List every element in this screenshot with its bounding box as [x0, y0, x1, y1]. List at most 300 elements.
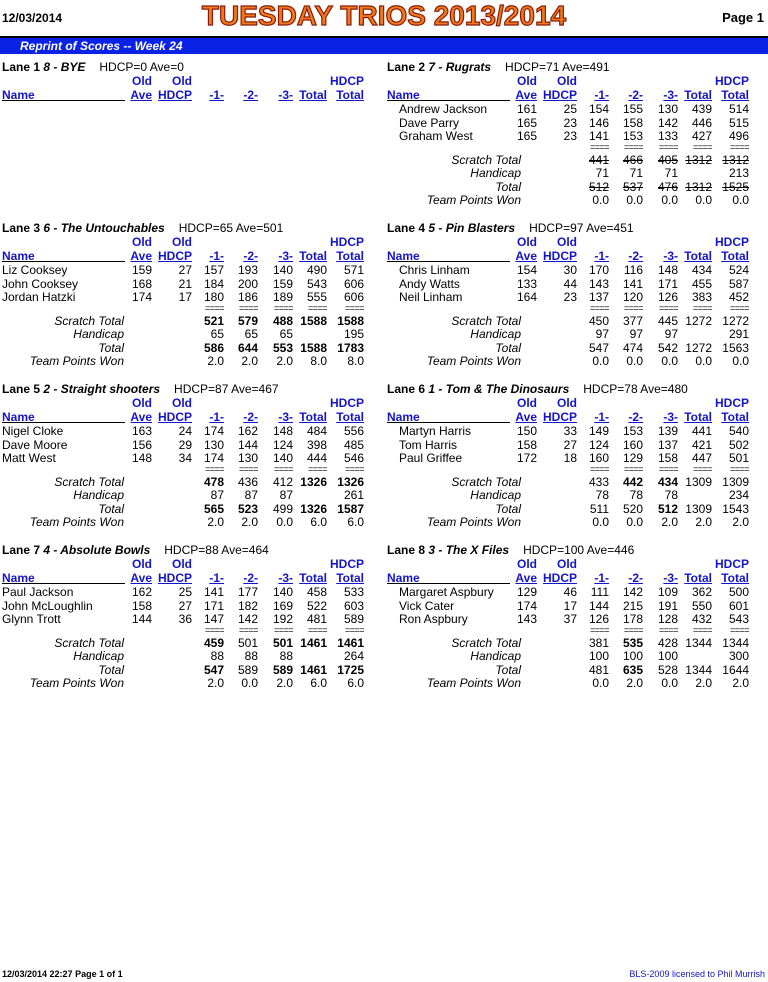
player-g1: 146 [588, 115, 609, 130]
ave-header: Ave [130, 88, 152, 102]
summary-handicap-htotal: 195 [343, 327, 364, 341]
summary-scratch-g1: 450 [588, 313, 609, 328]
summary-scratch-htotal: 1309 [722, 474, 749, 489]
hdcp-total-header-top: HDCP [329, 557, 364, 571]
player-g2: 193 [237, 263, 258, 277]
hdcp-header: HDCP [157, 249, 192, 263]
player-g1: 170 [588, 263, 609, 277]
summary-handicap-g2: 88 [244, 649, 258, 663]
summary-handicap-g1: 88 [210, 649, 224, 663]
summary-scratch-htotal: 1588 [337, 313, 364, 328]
team-stats: HDCP=88 Ave=464 [164, 543, 269, 557]
summary-total-g1: 511 [589, 501, 609, 516]
player-ave: 159 [131, 263, 152, 277]
report-date: 12/03/2014 [2, 11, 63, 25]
player-hdcp: 25 [178, 585, 192, 599]
hdcp-total-header: Total [721, 249, 749, 263]
old-hdcp-header-top: Old [172, 557, 192, 571]
summary-scratch-g3: 428 [657, 635, 678, 650]
total-header: Total [299, 88, 327, 102]
player-g2: 158 [622, 115, 643, 130]
player-name: Jordan Hatzki [2, 290, 76, 304]
game1-header: -1- [594, 571, 609, 585]
old-hdcp-header-top: Old [172, 74, 192, 88]
lane-block [2, 60, 382, 220]
summary-total-g3: 476 [657, 179, 678, 194]
total-header: Total [684, 410, 712, 424]
summary-handicap-htotal: 234 [728, 488, 749, 502]
summary-handicap-htotal: 300 [728, 649, 749, 663]
name-underline [2, 583, 125, 584]
player-g1: 143 [588, 276, 609, 291]
old-hdcp-header-top: Old [557, 396, 577, 410]
player-hdcp: 27 [178, 263, 192, 277]
summary-label-handicap: Handicap [73, 327, 124, 341]
team-name: 1 - Tom & The Dinosaurs [428, 382, 570, 396]
summary-label-points: Team Points Won [426, 676, 521, 690]
equals-rule: ==== [623, 624, 643, 635]
equals-rule: ==== [238, 302, 258, 313]
player-g1: 141 [588, 129, 609, 143]
player-ave: 148 [131, 451, 152, 465]
player-g2: 200 [237, 276, 258, 291]
summary-points-g1: 0.0 [592, 193, 609, 207]
summary-label-scratch: Scratch Total [451, 635, 521, 650]
old-ave-header-top: Old [132, 557, 152, 571]
game2-header: -2- [243, 410, 258, 424]
name-underline [387, 422, 510, 423]
equals-rule: ==== [658, 624, 678, 635]
player-g2: 129 [622, 451, 643, 465]
summary-label-handicap: Handicap [470, 649, 521, 663]
summary-handicap-g2: 87 [244, 488, 258, 502]
summary-handicap-g2: 100 [622, 649, 643, 663]
player-hdcp: 29 [178, 437, 192, 452]
player-hdcp: 17 [178, 290, 192, 304]
equals-rule: ==== [238, 624, 258, 635]
summary-points-htotal: 0.0 [732, 193, 749, 207]
player-ave: 158 [131, 598, 152, 613]
player-hdcp: 30 [563, 263, 577, 277]
player-g2: 116 [623, 263, 643, 277]
summary-total-g1: 481 [588, 662, 609, 677]
team-stats: HDCP=100 Ave=446 [523, 543, 635, 557]
name-header: Name [387, 88, 420, 102]
summary-points-htotal: 0.0 [732, 354, 749, 368]
hdcp-total-header: Total [721, 410, 749, 424]
player-ave: 129 [516, 585, 537, 599]
summary-total-g3: 589 [272, 662, 293, 677]
summary-handicap-g3: 88 [279, 649, 293, 663]
game1-header: -1- [594, 410, 609, 424]
game3-header: -3- [663, 249, 678, 263]
player-total: 490 [306, 263, 327, 277]
player-name: John Cooksey [2, 276, 79, 291]
summary-total-total: 1326 [300, 501, 327, 516]
hdcp-total-header-top: HDCP [714, 235, 749, 249]
total-header: Total [299, 249, 327, 263]
game2-header: -2- [243, 88, 258, 102]
summary-points-g2: 0.0 [241, 676, 258, 690]
player-total: 432 [691, 612, 712, 626]
summary-scratch-g3: 405 [657, 152, 678, 167]
old-hdcp-header-top: Old [557, 235, 577, 249]
summary-scratch-g3: 501 [272, 635, 293, 650]
lane-block [387, 543, 767, 703]
subtitle-text: Reprint of Scores -- Week 24 [20, 39, 183, 53]
player-total: 446 [691, 115, 712, 130]
summary-points-g1: 0.0 [592, 354, 609, 368]
footer-timestamp: 12/03/2014 22:27 Page 1 of 1 [2, 969, 123, 979]
game3-header: -3- [278, 249, 293, 263]
equals-rule: ==== [273, 302, 293, 313]
game3-header: -3- [278, 88, 293, 102]
equals-rule: ==== [658, 302, 678, 313]
player-name: Andy Watts [399, 276, 460, 291]
player-total: 434 [691, 263, 712, 277]
summary-scratch-htotal: 1344 [722, 635, 749, 650]
player-g3: 124 [272, 437, 293, 452]
hdcp-total-header: Total [721, 88, 749, 102]
summary-label-total: Total [98, 662, 124, 677]
equals-rule: ==== [729, 624, 749, 635]
report-title: TUESDAY TRIOS 2013/2014 [201, 0, 567, 31]
ave-header: Ave [515, 88, 537, 102]
total-header: Total [684, 249, 712, 263]
summary-scratch-g2: 535 [622, 635, 643, 650]
player-htotal: 501 [728, 451, 749, 465]
player-name: Tom Harris [399, 437, 458, 452]
player-g1: 154 [588, 102, 609, 116]
player-g1: 184 [203, 276, 224, 291]
old-ave-header-top: Old [517, 235, 537, 249]
game2-header: -2- [628, 571, 643, 585]
name-underline [2, 422, 125, 423]
player-htotal: 589 [343, 612, 364, 626]
game1-header: -1- [209, 249, 224, 263]
equals-rule: ==== [344, 624, 364, 635]
summary-total-total: 1309 [685, 501, 712, 516]
hdcp-header: HDCP [542, 571, 577, 585]
player-ave: 172 [516, 451, 537, 465]
summary-scratch-htotal: 1326 [337, 474, 364, 489]
player-g2: 142 [622, 585, 643, 599]
player-hdcp: 27 [178, 598, 192, 613]
summary-label-points: Team Points Won [29, 354, 124, 368]
player-g3: 133 [657, 129, 678, 143]
player-total: 447 [691, 451, 712, 465]
summary-scratch-total: 1588 [300, 313, 327, 328]
name-header: Name [387, 249, 420, 263]
game2-header: -2- [628, 249, 643, 263]
ave-header: Ave [130, 249, 152, 263]
player-hdcp: 18 [563, 451, 577, 465]
summary-label-handicap: Handicap [470, 488, 521, 502]
name-underline [2, 261, 125, 262]
player-g3: 171 [657, 276, 678, 291]
summary-scratch-g2: 579 [237, 313, 258, 328]
summary-total-g1: 547 [588, 340, 609, 355]
player-ave: 144 [131, 612, 152, 626]
lane-number: Lane 6 [387, 382, 426, 396]
player-g1: 141 [203, 585, 224, 599]
player-g3: 126 [657, 290, 678, 304]
summary-handicap-htotal: 264 [343, 649, 364, 663]
player-ave: 162 [131, 585, 152, 599]
summary-total-htotal: 1525 [722, 179, 749, 194]
summary-total-g1: 565 [203, 501, 224, 516]
summary-total-g1: 512 [588, 179, 609, 194]
summary-label-total: Total [98, 501, 124, 516]
player-total: 444 [306, 451, 327, 465]
player-total: 550 [691, 598, 712, 613]
player-htotal: 556 [343, 424, 364, 438]
player-htotal: 587 [728, 276, 749, 291]
player-total: 383 [691, 290, 712, 304]
subtitle-banner [0, 36, 768, 54]
summary-scratch-htotal: 1312 [722, 152, 749, 167]
summary-scratch-g2: 436 [237, 474, 258, 489]
equals-rule: ==== [344, 302, 364, 313]
summary-points-g1: 2.0 [207, 354, 224, 368]
summary-points-g3: 0.0 [661, 354, 678, 368]
summary-points-g3: 2.0 [276, 354, 293, 368]
lane-block [2, 221, 382, 381]
player-g3: 140 [272, 451, 293, 465]
summary-handicap-g2: 71 [629, 166, 643, 180]
hdcp-header: HDCP [157, 571, 192, 585]
summary-scratch-g2: 442 [622, 474, 643, 489]
player-name: Paul Griffee [399, 451, 463, 465]
player-hdcp: 23 [563, 129, 577, 143]
ave-header: Ave [130, 410, 152, 424]
equals-rule: ==== [623, 463, 643, 474]
total-header: Total [684, 88, 712, 102]
player-hdcp: 44 [563, 276, 577, 291]
summary-total-htotal: 1783 [337, 340, 364, 355]
player-g1: 111 [590, 585, 609, 599]
summary-total-g3: 499 [272, 501, 293, 516]
player-g2: 120 [622, 290, 643, 304]
summary-handicap-g3: 97 [664, 327, 678, 341]
summary-label-total: Total [495, 340, 521, 355]
summary-total-g2: 589 [237, 662, 258, 677]
equals-rule: ==== [307, 463, 327, 474]
player-ave: 165 [516, 115, 537, 130]
player-htotal: 603 [343, 598, 364, 613]
equals-rule: ==== [307, 302, 327, 313]
player-hdcp: 17 [563, 598, 577, 613]
summary-total-total: 1312 [685, 179, 712, 194]
summary-handicap-g3: 100 [657, 649, 678, 663]
summary-scratch-g2: 466 [622, 152, 643, 167]
summary-label-handicap: Handicap [73, 649, 124, 663]
old-ave-header-top: Old [132, 235, 152, 249]
summary-total-htotal: 1725 [337, 662, 364, 677]
summary-total-g1: 586 [203, 340, 224, 355]
player-htotal: 571 [343, 263, 364, 277]
summary-handicap-g2: 97 [629, 327, 643, 341]
summary-total-g2: 474 [622, 340, 643, 355]
player-g2: 178 [622, 612, 643, 626]
summary-total-g3: 528 [657, 662, 678, 677]
player-ave: 150 [516, 424, 537, 438]
summary-label-points: Team Points Won [426, 354, 521, 368]
hdcp-total-header: Total [336, 571, 364, 585]
team-stats: HDCP=97 Ave=451 [529, 221, 634, 235]
footer-license: BLS-2009 licensed to Phil Murrish [629, 969, 765, 979]
player-htotal: 485 [343, 437, 364, 452]
summary-scratch-g3: 412 [272, 474, 293, 489]
player-g3: 139 [657, 424, 678, 438]
game3-header: -3- [663, 571, 678, 585]
game3-header: -3- [663, 88, 678, 102]
player-ave: 143 [516, 612, 537, 626]
summary-handicap-g3: 71 [664, 166, 678, 180]
hdcp-total-header: Total [336, 410, 364, 424]
summary-scratch-g1: 433 [588, 474, 609, 489]
player-g3: 159 [272, 276, 293, 291]
player-g1: 157 [203, 263, 224, 277]
player-name: Ron Aspbury [399, 612, 468, 626]
ave-header: Ave [515, 571, 537, 585]
player-ave: 133 [516, 276, 537, 291]
player-g1: 137 [588, 290, 609, 304]
summary-label-handicap: Handicap [73, 488, 124, 502]
summary-total-g1: 547 [203, 662, 224, 677]
game2-header: -2- [628, 88, 643, 102]
summary-total-g2: 520 [622, 501, 643, 516]
summary-label-scratch: Scratch Total [54, 635, 124, 650]
summary-total-total: 1344 [685, 662, 712, 677]
player-g2: 177 [237, 585, 258, 599]
team-stats: HDCP=0 Ave=0 [99, 60, 184, 74]
player-g1: 149 [588, 424, 609, 438]
summary-label-scratch: Scratch Total [451, 152, 521, 167]
equals-rule: ==== [307, 624, 327, 635]
player-g3: 158 [657, 451, 678, 465]
player-total: 522 [306, 598, 327, 613]
hdcp-total-header-top: HDCP [329, 396, 364, 410]
total-header: Total [299, 571, 327, 585]
summary-scratch-htotal: 1461 [337, 635, 364, 650]
summary-label-total: Total [495, 501, 521, 516]
team-name: 6 - The Untouchables [43, 221, 165, 235]
player-g1: 160 [588, 451, 609, 465]
summary-label-total: Total [495, 179, 521, 194]
player-htotal: 515 [728, 115, 749, 130]
player-g3: 109 [657, 585, 678, 599]
summary-label-points: Team Points Won [29, 515, 124, 529]
summary-handicap-g3: 78 [664, 488, 678, 502]
summary-handicap-htotal: 213 [728, 166, 749, 180]
player-g3: 140 [272, 585, 293, 599]
game1-header: -1- [209, 571, 224, 585]
player-g1: 124 [588, 437, 609, 452]
equals-rule: ==== [658, 463, 678, 474]
player-total: 398 [306, 437, 327, 452]
player-ave: 163 [131, 424, 152, 438]
ave-header: Ave [515, 249, 537, 263]
summary-label-scratch: Scratch Total [54, 474, 124, 489]
equals-rule: ==== [589, 141, 609, 152]
summary-scratch-g3: 445 [657, 313, 678, 328]
player-ave: 174 [516, 598, 537, 613]
summary-points-g3: 0.0 [661, 676, 678, 690]
team-stats: HDCP=71 Ave=491 [505, 60, 610, 74]
player-name: Glynn Trott [2, 612, 61, 626]
old-ave-header-top: Old [132, 396, 152, 410]
player-g2: 160 [622, 437, 643, 452]
player-ave: 168 [131, 276, 152, 291]
equals-rule: ==== [623, 302, 643, 313]
player-htotal: 533 [343, 585, 364, 599]
player-htotal: 543 [728, 612, 749, 626]
lane-header [387, 543, 634, 557]
player-g3: 148 [272, 424, 293, 438]
summary-label-scratch: Scratch Total [451, 313, 521, 328]
player-g1: 174 [203, 451, 224, 465]
name-underline [387, 261, 510, 262]
equals-rule: ==== [204, 302, 224, 313]
name-header: Name [2, 571, 35, 585]
team-stats: HDCP=78 Ave=480 [583, 382, 688, 396]
equals-rule: ==== [273, 463, 293, 474]
game3-header: -3- [278, 571, 293, 585]
summary-points-total: 2.0 [695, 515, 712, 529]
player-hdcp: 25 [563, 102, 577, 116]
hdcp-total-header-top: HDCP [329, 74, 364, 88]
old-hdcp-header-top: Old [172, 396, 192, 410]
lane-number: Lane 1 [2, 60, 41, 74]
name-header: Name [2, 88, 35, 102]
summary-total-htotal: 1587 [337, 501, 364, 516]
player-name: Neil Linham [399, 290, 463, 304]
hdcp-header: HDCP [542, 249, 577, 263]
ave-header: Ave [515, 410, 537, 424]
game3-header: -3- [663, 410, 678, 424]
game1-header: -1- [209, 410, 224, 424]
summary-scratch-g2: 377 [622, 313, 643, 328]
player-hdcp: 34 [178, 451, 192, 465]
name-underline [2, 100, 125, 101]
player-ave: 158 [516, 437, 537, 452]
team-name: 7 - Rugrats [428, 60, 492, 74]
player-total: 439 [691, 102, 712, 116]
name-header: Name [387, 410, 420, 424]
player-g3: 140 [272, 263, 293, 277]
player-g1: 174 [203, 424, 224, 438]
player-total: 484 [306, 424, 327, 438]
player-name: Chris Linham [399, 263, 470, 277]
equals-rule: ==== [658, 141, 678, 152]
player-name: Vick Cater [399, 598, 455, 613]
player-g2: 155 [622, 102, 643, 116]
player-g3: 142 [657, 115, 678, 130]
old-ave-header-top: Old [517, 74, 537, 88]
hdcp-total-header-top: HDCP [714, 557, 749, 571]
summary-points-g1: 2.0 [207, 676, 224, 690]
player-htotal: 502 [728, 437, 749, 452]
equals-rule: ==== [589, 302, 609, 313]
lane-header [387, 221, 634, 235]
lane-header [2, 543, 269, 557]
equals-rule: ==== [273, 624, 293, 635]
lane-number: Lane 2 [387, 60, 426, 74]
summary-handicap-g1: 71 [595, 166, 609, 180]
player-total: 441 [691, 424, 712, 438]
summary-total-g2: 635 [622, 662, 643, 677]
